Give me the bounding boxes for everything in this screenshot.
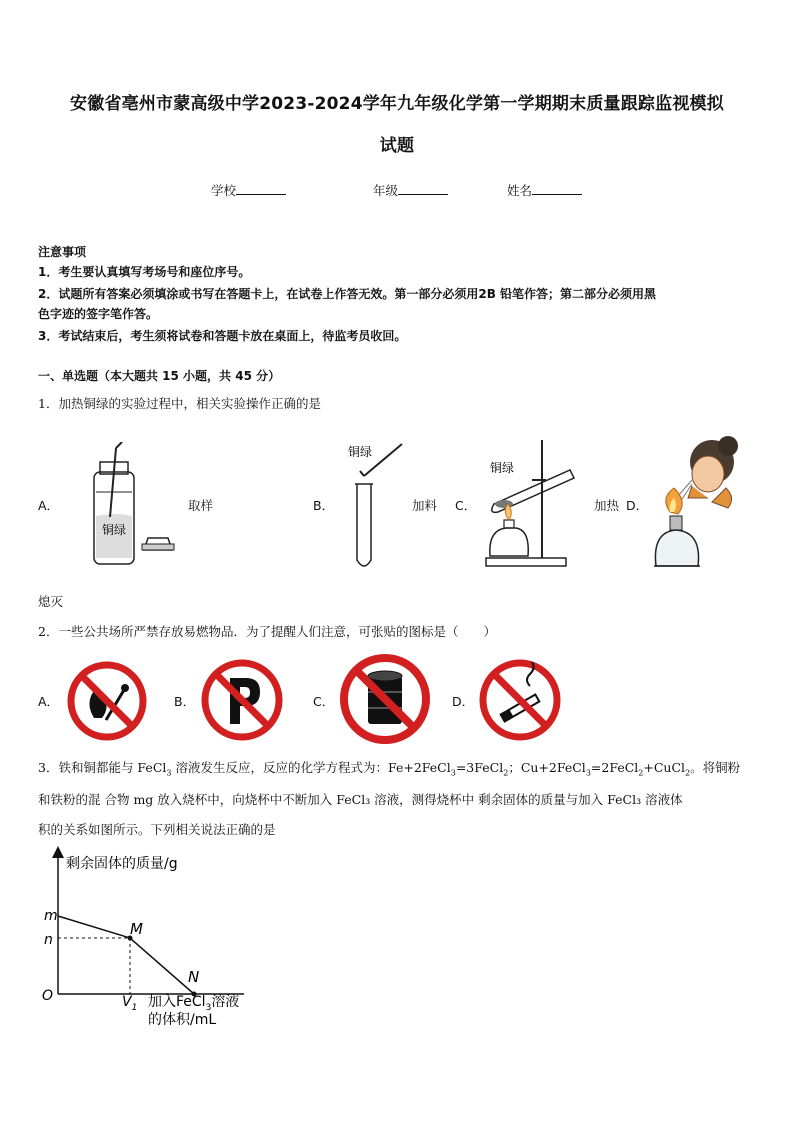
grade-field xyxy=(373,181,448,199)
school-field xyxy=(211,181,286,199)
alcohol-lamp-icon xyxy=(654,516,700,566)
q1-option-c-figure xyxy=(480,434,592,572)
school-blank xyxy=(236,182,286,195)
grade-label: 年级 xyxy=(373,183,399,198)
q3-text-f: +CuCl xyxy=(643,760,686,775)
q3-text-g: 。将铜粉 xyxy=(690,760,741,775)
y-tick-n: n xyxy=(44,932,53,948)
point-n-label: N xyxy=(188,968,200,986)
q1-a-bottle-label: 铜绿 xyxy=(102,523,127,537)
q2-option-b-letter: B． xyxy=(174,694,196,709)
lamp-flame-icon xyxy=(666,488,682,514)
q3-sub: 3 xyxy=(166,768,172,778)
question-2-stem: 2．一些公共场所严禁存放易燃物品．为了提醒人们注意，可张贴的图标是（ ） xyxy=(38,624,496,639)
name-label: 姓名 xyxy=(507,183,533,198)
data-line xyxy=(58,916,194,994)
q3-text-e: =2FeCl xyxy=(590,760,639,775)
tilted-test-tube-icon xyxy=(492,470,574,512)
question-3-line3: 积的关系如图所示。下列相关说法正确的是 xyxy=(38,822,276,837)
test-tube-icon xyxy=(355,484,373,566)
q1-option-a-figure xyxy=(84,442,184,572)
q1-option-a-letter: A． xyxy=(38,498,60,513)
q3-sub: 3 xyxy=(450,768,456,778)
q3-sub: 2 xyxy=(685,768,691,778)
q3-text-d: ；Cu+2FeCl xyxy=(508,760,586,775)
notice-item-2-cont: 色字迹的签字笔作答。 xyxy=(38,307,159,321)
q1-option-d-letter: D． xyxy=(626,498,649,513)
q2-option-c-letter: C． xyxy=(313,694,335,709)
q2-option-d-sign xyxy=(478,658,562,742)
y-axis-label: 剩余固体的质量/g xyxy=(66,856,178,872)
section-heading: 一、单选题（本大题共 15 小题，共 45 分） xyxy=(38,369,281,383)
q1-option-b-caption: 加料 xyxy=(412,498,438,513)
question-3-line1 xyxy=(38,758,740,784)
q1-option-b-letter: B． xyxy=(313,498,335,513)
q2-option-d-letter: D． xyxy=(452,694,475,709)
origin-label: O xyxy=(42,988,54,1004)
q3-text-c: =3FeCl xyxy=(455,760,504,775)
q3-sub: 2 xyxy=(503,768,509,778)
stopper-icon xyxy=(142,538,174,550)
reagent-bottle-icon xyxy=(94,442,134,564)
school-label: 学校 xyxy=(211,183,237,198)
q2-option-b-sign xyxy=(200,658,284,742)
question-3-line2: 和铁粉的混 合物 mg 放入烧杯中，向烧杯中不断加入 FeCl₃ 溶液，测得烧杯中 剩余固体的质量与加入 FeCl₃ 溶液体 xyxy=(38,792,683,807)
name-blank xyxy=(532,182,582,195)
name-field xyxy=(507,181,582,199)
grade-blank xyxy=(398,182,448,195)
x-axis-label-line2: 的体积/mL xyxy=(148,1012,217,1028)
q3-text-a: 3．铁和铜都能与 FeCl xyxy=(38,760,167,775)
notice-item-2: 2．试题所有答案必须填涂或书写在答题卡上，在试卷上作答无效。第一部分必须用2B 铅笔作答；第二部分必须用黑 xyxy=(38,287,657,301)
point-m-label: M xyxy=(130,920,143,938)
q1-option-a-caption: 取样 xyxy=(188,498,214,513)
question-1-stem: 1．加热铜绿的实验过程中，相关实验操作正确的是 xyxy=(38,396,321,411)
q1-option-d-figure xyxy=(648,432,748,574)
q1-option-b-figure xyxy=(340,438,410,574)
q1-c-label: 铜绿 xyxy=(490,461,515,475)
x-axis-label-line1: 加入FeCl$_3$溶液 xyxy=(148,994,240,1013)
q2-option-a-letter: A． xyxy=(38,694,60,709)
page-title: 安徽省亳州市蒙高级中学2023-2024学年九年级化学第一学期期末质量跟踪监视模拟 xyxy=(70,94,724,114)
q2-option-a-sign xyxy=(66,660,148,742)
notice-heading: 注意事项 xyxy=(38,245,87,259)
q3-sub: 2 xyxy=(638,768,644,778)
q2-option-c-sign xyxy=(338,652,432,746)
q1-b-label: 铜绿 xyxy=(348,445,373,459)
q1-option-d-caption: 熄灭 xyxy=(38,594,64,609)
page-title-line2: 试题 xyxy=(379,136,415,156)
q3-graph xyxy=(36,846,296,1036)
q3-sub: 3 xyxy=(585,768,591,778)
q3-text-b: 溶液发生反应，反应的化学方程式为：Fe+2FeCl xyxy=(171,760,451,775)
q1-option-c-letter: C． xyxy=(455,498,477,513)
notice-item-1: 1．考生要认真填写考场号和座位序号。 xyxy=(38,265,251,279)
notice-item-3: 3．考试结束后，考生须将试卷和答题卡放在桌面上，待监考员收回。 xyxy=(38,329,407,343)
y-tick-m: m xyxy=(44,908,58,924)
q1-option-c-caption: 加热 xyxy=(594,498,620,513)
person-blowing-icon xyxy=(678,436,738,508)
x-tick-v: $V_1$ xyxy=(122,994,138,1013)
